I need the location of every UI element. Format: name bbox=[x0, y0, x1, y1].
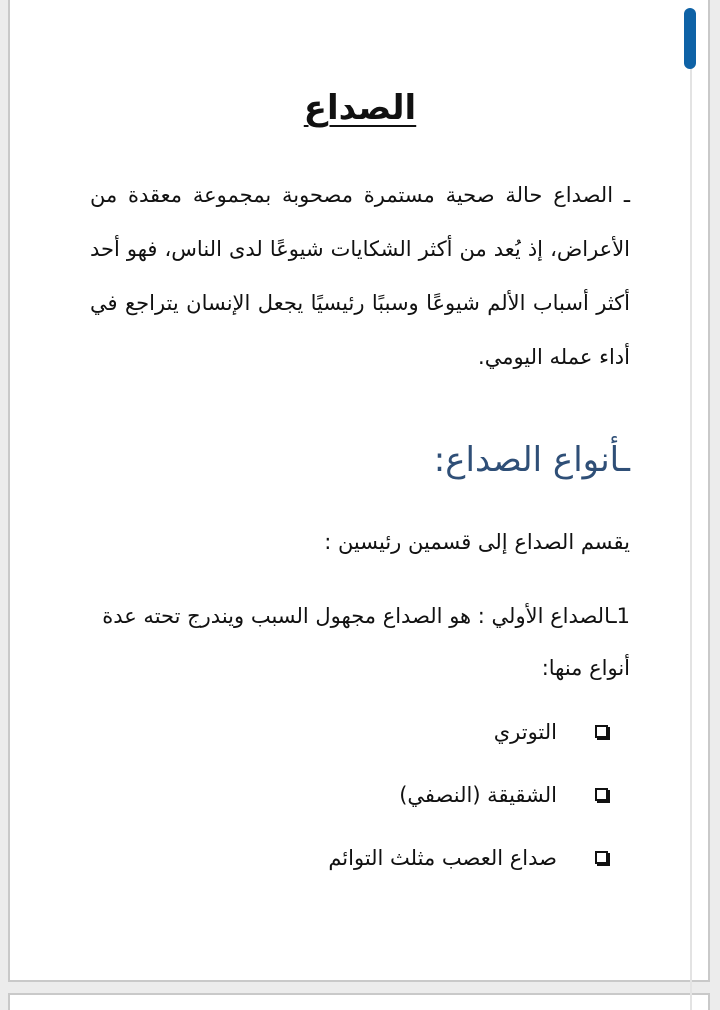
list-item bbox=[328, 700, 630, 763]
list-item bbox=[328, 826, 630, 889]
list-item-label: التوتري bbox=[493, 719, 557, 744]
checkbox-square-icon bbox=[595, 851, 608, 864]
section-intro: يقسم الصداع إلى قسمين رئيسين : bbox=[324, 530, 630, 554]
document-title: الصداع bbox=[303, 88, 417, 128]
primary-headache-paragraph: 1ـالصداع الأولي : هو الصداع مجهول السبب ويندرج تحته عدة أنواع منها: bbox=[102, 604, 630, 680]
list-item-label: الشقيقة (النصفي) bbox=[399, 782, 557, 807]
list-item bbox=[328, 763, 630, 826]
intro-paragraph: ـ الصداع حالة صحية مستمرة مصحوبة بمجموعة معقدة من الأعراض، إذ يُعد من أكثر الشكايات شيوعًا لدى الناس، فهو أحد أكثر أسباب الألم شيوعًا وسببًا رئيسيًا يجعل الإنسان يتراجع في أداء عمله اليومي. bbox=[90, 183, 630, 369]
next-page bbox=[8, 993, 710, 1010]
scrollbar-thumb[interactable] bbox=[684, 8, 696, 69]
list-item-label: صداع العصب مثلث التوائم bbox=[328, 845, 557, 870]
scrollbar-track[interactable] bbox=[690, 60, 692, 1010]
headache-types-list bbox=[328, 700, 630, 889]
checkbox-square-icon bbox=[595, 788, 608, 801]
checkbox-square-icon bbox=[595, 725, 608, 738]
section-heading-types: ـأنواع الصداع: bbox=[433, 440, 630, 480]
